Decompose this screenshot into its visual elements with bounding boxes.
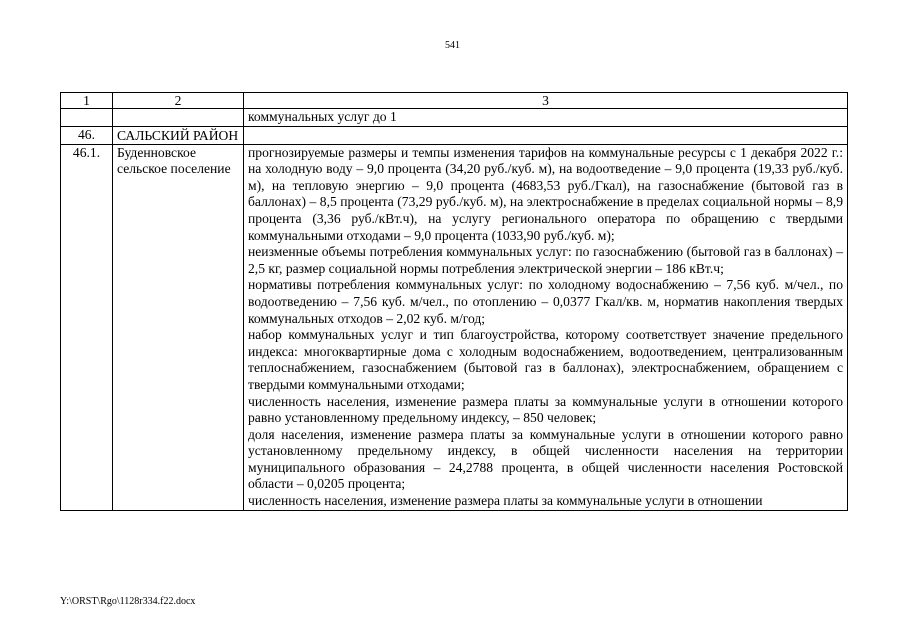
paragraph-consumption-volumes: неизменные объемы потребления коммунальных услуг: по газоснабжению (бытовой газ в баллонах) – 2,5 кг, размер социальной нормы потребления электрической энергии – 186 кВт.ч; (248, 244, 843, 276)
paragraph-population-count: численность населения, изменение размера платы за коммунальные услуги в отношении которого равно установленному предельному индексу, – 850 человек; (248, 393, 843, 426)
column-header-2: 2 (113, 93, 244, 109)
continued-row-number (61, 109, 113, 127)
settlement-row (61, 144, 848, 510)
settlement-description (244, 144, 848, 510)
column-header-3: 3 (244, 93, 848, 109)
paragraph-population-count-cont: численность населения, изменение размера платы за коммунальные услуги в отношении (248, 493, 763, 509)
region-number: 46. (61, 126, 113, 144)
table-header-row (61, 93, 848, 109)
paragraph-consumption-norms: нормативы потребления коммунальных услуг: по холодному водоснабжению – 7,56 куб. м/чел., по водоотведению – 7,56 куб. м/чел., по отоплению – 0,0377 Гкал/кв. м, норматив накопления твердых коммунальных отходов – 2,02 куб. м/год; (248, 277, 843, 326)
continued-row-text: коммунальных услуг до 1 (244, 109, 848, 127)
region-description (244, 126, 848, 144)
paragraph-population-share: доля населения, изменение размера платы за коммунальные услуги в отношении которого равно установленному предельному индексу, в общей численности населения на территории муниципального образования – 24,2788 процента, в общей численности населения Ростовской области – 0,0205 процента; (248, 426, 843, 492)
paragraph-tariffs: прогнозируемые размеры и темпы изменения тарифов на коммунальные ресурсы с 1 декабря 2022 г.: на холодную воду – 9,0 процента (34,20 руб./куб. м), на водоотведение – 9,0 процента (19,33 руб./куб. м), на тепловую энергию – 9,0 процента (4683,53 руб./Гкал), на газоснабжение (бытовой газ в баллонах) – 8,5 процента (73,29 руб./куб. м), на электроснабжение в пределах социальной нормы – 8,9 процента (3,36 руб./кВт.ч), на услугу регионального оператора по обращению с твердыми коммунальными отходами – 9,0 процента (1033,90 руб./куб. м); (248, 144, 843, 243)
continued-row-name (113, 109, 244, 127)
settlement-number: 46.1. (61, 144, 113, 510)
continued-row (61, 109, 848, 127)
column-header-1: 1 (61, 93, 113, 109)
settlement-name: Буденновское сельское поселение (113, 144, 244, 510)
document-table (60, 92, 848, 511)
paragraph-services-set: набор коммунальных услуг и тип благоустройства, которому соответствует значение предельного индекса: многоквартирные дома с холодным водоснабжением, водоотведением, централизованным теплоснабжением, газоснабжением (бытовой газ в баллонах), электроснабжением, обращением с твердыми коммунальными отходами; (248, 327, 843, 392)
footer-file-path: Y:\ORST\Rgo\1128r334.f22.docx (60, 596, 196, 607)
page-number: 541 (445, 40, 460, 51)
region-name: САЛЬСКИЙ РАЙОН (113, 126, 244, 144)
region-row (61, 126, 848, 144)
